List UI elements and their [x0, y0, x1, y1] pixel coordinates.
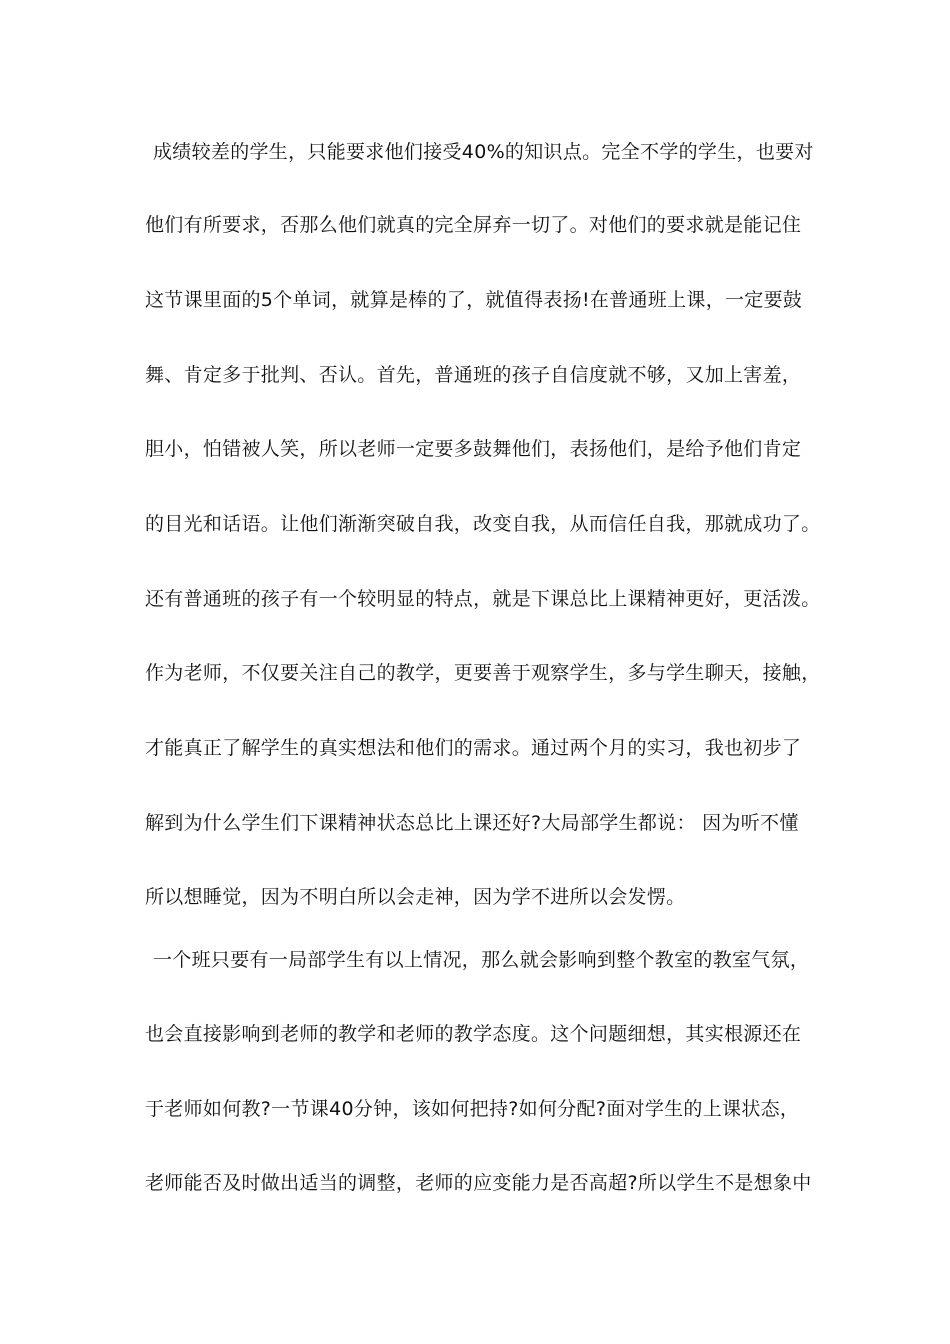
- paragraph-line: 这节课里面的5个单词，就算是棒的了，就值得表扬!在普通班上课，一定要鼓: [145, 289, 803, 311]
- paragraph-line: 的目光和话语。让他们渐渐突破自我，改变自我，从而信任自我，那就成功了。: [145, 513, 821, 535]
- paragraph-line: 老师能否及时做出适当的调整，老师的应变能力是否高超?所以学生不是想象中: [145, 1172, 812, 1194]
- paragraph-line: 还有普通班的孩子有一个较明显的特点，就是下课总比上课精神更好，更活泼。: [145, 588, 821, 610]
- paragraph-line: 作为老师，不仅要关注自己的教学，更要善于观察学生，多与学生聊天，接触，: [145, 662, 821, 684]
- paragraph-line: 所以想睡觉，因为不明白所以会走神，因为学不进所以会发愣。: [145, 886, 686, 908]
- paragraph-line: 才能真正了解学生的真实想法和他们的需求。通过两个月的实习，我也初步了: [145, 737, 802, 759]
- paragraph-line: 一个班只要有一局部学生有以上情况，那么就会影响到整个教室的教室气氛，: [153, 949, 810, 971]
- paragraph-line: 舞、肯定多于批判、否认。首先，普通班的孩子自信度就不够，又加上害羞，: [145, 364, 802, 386]
- paragraph-line: 于老师如何教?一节课40分钟，该如何把持?如何分配?面对学生的上课状态，: [145, 1098, 800, 1120]
- paragraph-line: 胆小，怕错被人笑，所以老师一定要多鼓舞他们，表扬他们，是给予他们肯定: [145, 438, 802, 460]
- paragraph-line: 成绩较差的学生，只能要求他们接受40%的知识点。完全不学的学生，也要对: [153, 141, 814, 163]
- paragraph-line: 他们有所要求，否那么他们就真的完全屏弃一切了。对他们的要求就是能记住: [145, 214, 802, 236]
- paragraph-line: 也会直接影响到老师的教学和老师的教学态度。这个问题细想，其实根源还在: [145, 1023, 802, 1045]
- paragraph-line: 解到为什么学生们下课精神状态总比上课还好?大局部学生都说： 因为听不懂: [145, 812, 799, 834]
